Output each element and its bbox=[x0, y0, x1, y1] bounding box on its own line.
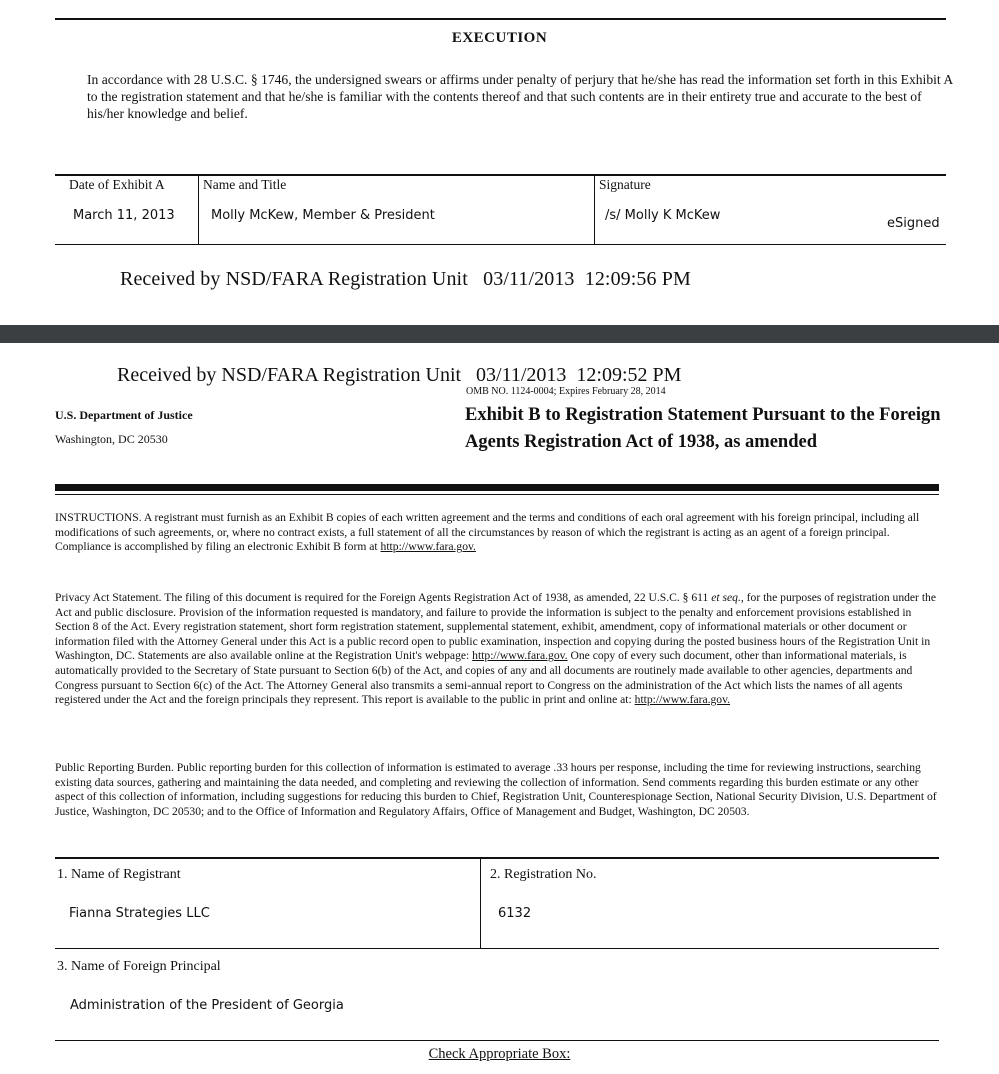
fara-link[interactable]: http://www.fara.gov. bbox=[472, 649, 568, 663]
check-box-heading: Check Appropriate Box: bbox=[428, 1046, 571, 1062]
header-thick-rule bbox=[55, 484, 939, 491]
registrant-value: Fianna Strategies LLC bbox=[69, 906, 210, 921]
name-title-header: Name and Title bbox=[203, 177, 287, 192]
registrant-table-top-rule bbox=[55, 857, 939, 859]
header-thin-rule bbox=[55, 494, 939, 495]
registrant-table-divider bbox=[480, 859, 481, 948]
fara-link[interactable]: http://www.fara.gov. bbox=[634, 693, 731, 707]
registration-no-label: 2. Registration No. bbox=[490, 867, 597, 882]
registration-no-value: 6132 bbox=[498, 906, 532, 921]
date-value: March 11, 2013 bbox=[73, 208, 175, 223]
execution-statement: In accordance with 28 U.S.C. § 1746, the undersigned swears or affirms under penalty of perjury that he/she has read the information set forth in this Exhibit A to the registration statement and that he/she is familiar with the contents thereof and that such contents are in their entirety true and accurate to the best of his/her knowledge and belief. bbox=[87, 72, 953, 121]
registrant-table-mid-rule bbox=[55, 948, 939, 949]
burden-paragraph: Public Reporting Burden. Public reporting burden for this collection of information is estimated to average .33 hours per response, including the time for reviewing instructions, searching existing data sources, gathering and maintaining the data needed, and completing and reviewing the collection of information. Send comments regarding this burden estimate or any other aspect of this collection of information, including suggestions for reducing this burden to Chief, Registration Unit, Counterespionage Section, National Security Division, U.S. Department of Justice, Washington, DC 20530; and to the Office of Information and Regulatory Affairs, Office of Management and Budget, Washington, DC 20503. bbox=[55, 761, 937, 818]
signature-table-divider bbox=[198, 175, 199, 244]
foreign-principal-value: Administration of the President of Georgia bbox=[70, 998, 344, 1013]
omb-number: OMB NO. 1124-0004; Expires February 28, 2014 bbox=[466, 386, 666, 397]
department-address: Washington, DC 20530 bbox=[55, 432, 168, 446]
foreign-principal-bottom-rule bbox=[55, 1040, 939, 1041]
signature-value: /s/ Molly K McKew bbox=[605, 208, 721, 223]
received-stamp-bottom: Received by NSD/FARA Registration Unit 03/11/2013 12:09:52 PM bbox=[117, 364, 682, 386]
department-name: U.S. Department of Justice bbox=[55, 408, 193, 422]
execution-heading: EXECUTION bbox=[451, 30, 548, 46]
privacy-paragraph: Privacy Act Statement. The filing of this document is required for the Foreign Agents Registration Act of 1938, as amended, 22 U.S.C. § 611 et seq., for the purposes of registration under the Act and public disclosure. Provision of the information requested is mandatory, and failure to provide the information is subject to the penalty and enforcement provisions established in Section 8 of the Act. Every registration statement, short form registration statement, supplemental statement, exhibit, amendment, copy of informational materials or other document or information filed with the Attorney General under this Act is a public record open to public examination, inspection and copying during the posted business hours of the Registration Unit in Washington, DC. Statements are also available online at the Registration Unit's webpage: http://www.fara.gov. One copy of every such document, other than informational materials, is automatically provided to the Secretary of State pursuant to Section 6(b) of the Act, and copies of any and all documents are routinely made available to other agencies, departments and Congress pursuant to Section 6(c) of the Act. The Attorney General also transmits a semi-annual report to Congress on the administration of the Act which lists the names of all agents registered under the Act and the foreign principals they represent. This report is available to the public in print and online at: http://www.fara.gov. bbox=[55, 591, 936, 707]
page-divider bbox=[0, 325, 999, 343]
esigned-label: eSigned bbox=[887, 216, 940, 231]
fara-link[interactable]: http://www.fara.gov. bbox=[380, 540, 476, 554]
received-stamp-top: Received by NSD/FARA Registration Unit 03/11/2013 12:09:56 PM bbox=[120, 268, 691, 290]
signature-header: Signature bbox=[599, 177, 651, 192]
name-title-value: Molly McKew, Member & President bbox=[211, 208, 435, 223]
foreign-principal-label: 3. Name of Foreign Principal bbox=[57, 959, 221, 974]
signature-table-top-rule bbox=[55, 174, 946, 176]
exhibit-title: Exhibit B to Registration Statement Pursuant to the Foreign Agents Registration Act of 1938, as amended bbox=[465, 405, 941, 452]
date-header: Date of Exhibit A bbox=[69, 177, 165, 192]
signature-table-divider bbox=[594, 175, 595, 244]
signature-table-bottom-rule bbox=[55, 244, 946, 245]
top-rule bbox=[55, 18, 946, 20]
instructions-paragraph: INSTRUCTIONS. A registrant must furnish as an Exhibit B copies of each written agreement and the terms and conditions of each oral agreement with his foreign principal, including all modifications of such agreements, or, where no contract exists, a full statement of all the circumstances by reason of which the registrant is acting as an agent of a foreign principal. Compliance is accomplished by filing an electronic Exhibit B form at http://www.fara.gov. bbox=[55, 511, 920, 554]
registrant-label: 1. Name of Registrant bbox=[57, 867, 181, 882]
